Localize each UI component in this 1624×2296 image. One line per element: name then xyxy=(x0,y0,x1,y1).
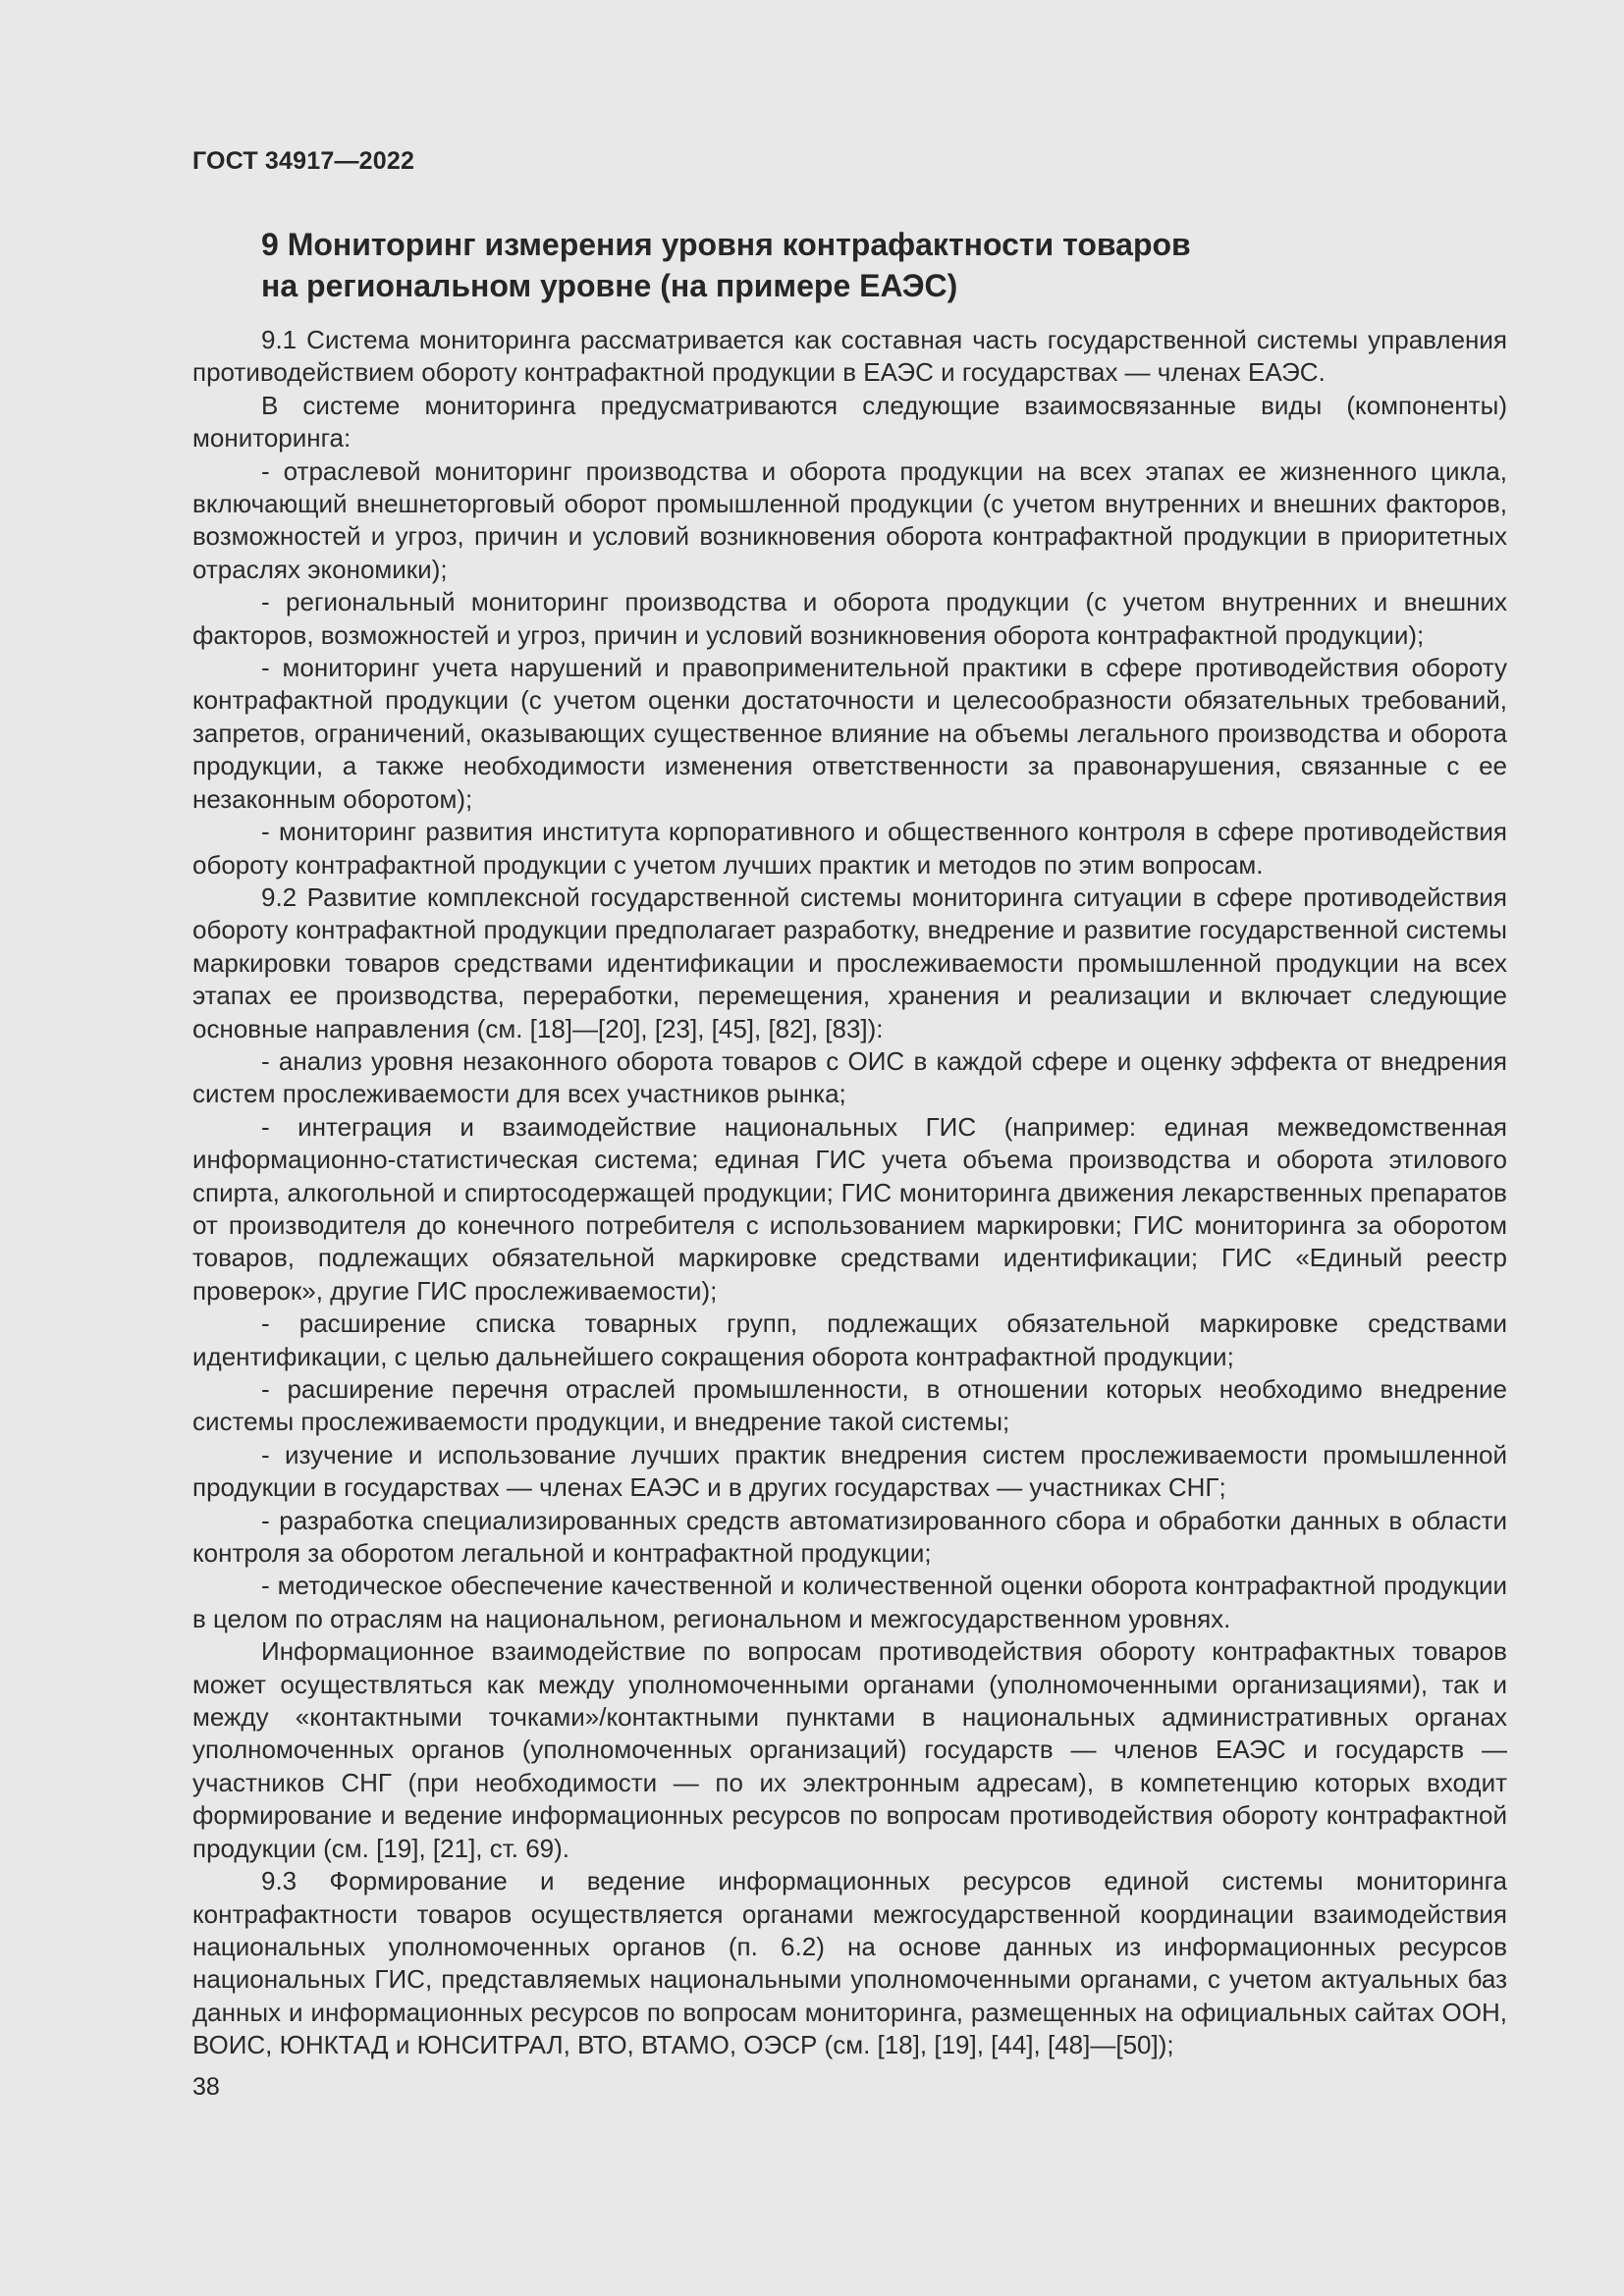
paragraph-9-3: 9.3 Формирование и ведение информационных ресурсов единой системы мониторинга контрафактности товаров осуществляется органами межгосударственной координации взаимодействия национальных уполномоченных органов (п. 6.2) на основе данных из информационных ресурсов национальных ГИС, представляемых национальными уполномоченными органами, с учетом актуальных баз данных и информационных ресурсов по вопросам мониторинга, размещенных на официальных сайтах ООН, ВОИС, ЮНКТАД и ЮНСИТРАЛ, ВТО, ВТАМО, ОЭСР (см. [18], [19], [44], [48]—[50]); xyxy=(192,1866,1507,2060)
section-title-line-2: на региональном уровне (на примере ЕАЭС) xyxy=(261,268,958,303)
paragraph: В системе мониторинга предусматриваются следующие взаимосвязанные виды (компоненты) мониторинга: xyxy=(192,390,1507,454)
list-item: - мониторинг учета нарушений и правоприменительной практики в сфере противодействия обороту контрафактной продукции (с учетом оценки достаточности и целесообразности обязательных требований, запретов, ограничений, оказывающих существенное влияние на объемы легального производства и оборота продукции, а также необходимости изменения ответственности за правонарушения, связанные с ее незаконным оборотом); xyxy=(192,653,1507,814)
section-title xyxy=(261,224,1341,306)
list-item: - интеграция и взаимодействие национальных ГИС (например: единая межведомственная информационно-статистическая система; единая ГИС учета объема производства и оборота этилового спирта, алкогольной и спиртосодержащей продукции; ГИС мониторинга движения лекарственных препаратов от производителя до конечного потребителя с использованием маркировки; ГИС мониторинга за оборотом товаров, подлежащих обязательной маркировке средствами идентификации; ГИС «Единый реестр проверок», другие ГИС прослеживаемости); xyxy=(192,1111,1507,1306)
list-item: - мониторинг развития института корпоративного и общественного контроля в сфере противодействия обороту контрафактной продукции с учетом лучших практик и методов по этим вопросам. xyxy=(192,817,1507,880)
list-item: - изучение и использование лучших практик внедрения систем прослеживаемости промышленной продукции в государствах — членах ЕАЭС и в других государствах — участниках СНГ; xyxy=(192,1439,1507,1503)
paragraph-9-2: 9.2 Развитие комплексной государственной системы мониторинга ситуации в сфере противодействия обороту контрафактной продукции предполагает разработку, внедрение и развитие государственной системы маркировки товаров средствами идентификации и прослеживаемости промышленной продукции на всех этапах ее производства, переработки, перемещения, хранения и реализации и включает следующие основные направления (см. [18]—[20], [23], [45], [82], [83]): xyxy=(192,881,1507,1043)
list-item: - методическое обеспечение качественной и количественной оценки оборота контрафактной продукции в целом по отраслям на национальном, региональном и межгосударственном уровнях. xyxy=(192,1571,1507,1633)
list-item: - региональный мониторинг производства и оборота продукции (с учетом внутренних и внешних факторов, возможностей и угроз, причин и условий возникновения оборота контрафактной продукции); xyxy=(192,587,1507,650)
paragraph: Информационное взаимодействие по вопросам противодействия обороту контрафактных товаров может осуществляться как между уполномоченными органами (уполномоченными организациями), так и между «контактными точками»/контактными пунктами в национальных административных органах уполномоченных органов (уполномоченных организаций) государств — членов ЕАЭС и государств — участников СНГ (при необходимости — по их электронным адресам), в компетенцию которых входит формирование и ведение информационных ресурсов по вопросам противодействия обороту контрафактной продукции (см. [19], [21], ст. 69). xyxy=(192,1636,1507,1863)
list-item: - расширение списка товарных групп, подлежащих обязательной маркировке средствами идентификации, с целью дальнейшего сокращения оборота контрафактной продукции; xyxy=(192,1308,1507,1371)
list-item: - разработка специализированных средств автоматизированного сбора и обработки данных в области контроля за оборотом легальной и контрафактной продукции; xyxy=(192,1505,1507,1569)
list-item: - анализ уровня незаконного оборота товаров с ОИС в каждой сфере и оценку эффекта от внедрения систем прослеживаемости для всех участников рынка; xyxy=(192,1045,1507,1109)
list-item: - отраслевой мониторинг производства и оборота продукции на всех этапах ее жизненного цикла, включающий внешнеторговый оборот промышленной продукции (с учетом внутренних и внешних факторов, возможностей и угроз, причин и условий возникновения оборота контрафактной продукции в приоритетных отраслях экономики); xyxy=(192,455,1507,584)
section-title-line-1: 9 Мониторинг измерения уровня контрафактности товаров xyxy=(261,227,1191,262)
paragraph-9-1: 9.1 Система мониторинга рассматривается как составная часть государственной системы управления противодействием обороту контрафактной продукции в ЕАЭС и государствах — членах ЕАЭС. xyxy=(192,325,1507,388)
page-number: 38 xyxy=(192,2073,220,2101)
body-text xyxy=(192,324,1507,2062)
document-code-header: ГОСТ 34917—2022 xyxy=(192,147,415,175)
list-item: - расширение перечня отраслей промышленности, в отношении которых необходимо внедрение системы прослеживаемости продукции, и внедрение такой системы; xyxy=(192,1374,1507,1437)
